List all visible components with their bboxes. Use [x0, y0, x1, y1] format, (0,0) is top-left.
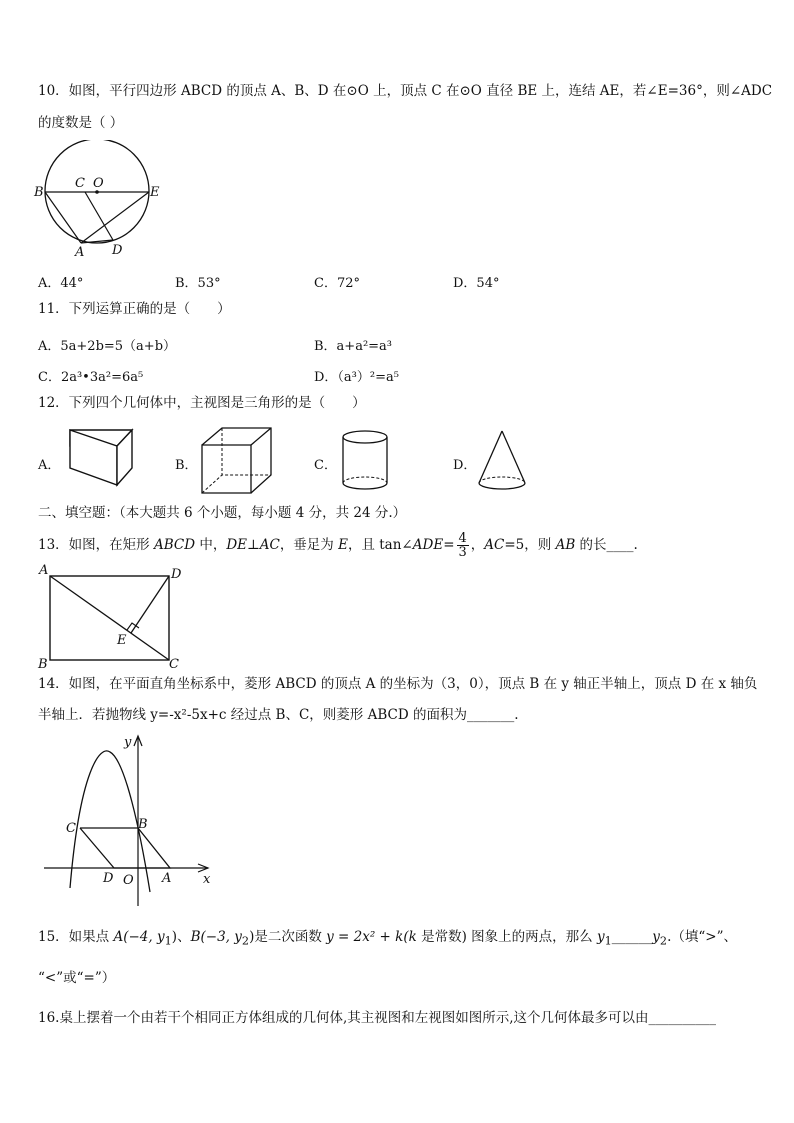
cone-icon [474, 428, 532, 494]
label-a: A [75, 245, 85, 260]
fraction-4-3: $\frac{4}{3}$ [458, 531, 467, 560]
cylinder-icon [337, 428, 395, 494]
q10-option-d: D．54° [453, 276, 500, 291]
label-a: A [39, 563, 49, 578]
label-b: B [138, 817, 148, 832]
label-o: O [93, 176, 104, 191]
label-b: B [34, 185, 44, 200]
q10-option-b: B．53° [175, 276, 221, 291]
q15-line1: 15．如果点 A(−4, $y_1$)、B(−3, $y_2$)是二次函数 y = 2x² + k(k 是常数) 图象上的两点，那么 $y_1\_\_\_\_\_\_y_2$.（填“>”、 [38, 929, 737, 948]
label-d: D [103, 871, 114, 886]
q12-title: 12．下列四个几何体中，主视图是三角形的是（ ） [38, 395, 366, 411]
q12-option-d: D． [453, 458, 477, 473]
label-e: E [117, 633, 127, 648]
label-y: y [124, 735, 132, 750]
triangular-prism-icon [62, 425, 138, 489]
section-2-heading: 二、填空题：（本大题共 6 个小题，每小题 4 分，共 24 分.） [38, 505, 407, 521]
q12-option-a: A． [38, 458, 61, 473]
label-d: D [112, 243, 123, 258]
segment-ae [81, 192, 149, 243]
q10-line2: 的度数是（ ） [38, 115, 124, 131]
q15-line2: “<”或“=”） [38, 970, 116, 986]
q14-line1: 14．如图，在平面直角坐标系中，菱形 ABCD 的顶点 A 的坐标为（3，0），顶点 B 在 y 轴正半轴上，顶点 D 在 x 轴负 [38, 676, 758, 692]
q11-option-c: C．2a³•3a²=6a⁵ [38, 370, 144, 385]
segment-cd [85, 192, 113, 240]
q10-option-c: C．72° [314, 276, 360, 291]
label-o: O [123, 873, 134, 888]
q13-rectangle-figure [34, 562, 194, 670]
q10-option-a: A．44° [38, 276, 84, 291]
q14-line2: 半轴上．若抛物线 y=-x²-5x+c 经过点 B、C，则菱形 ABCD 的面积为_______. [38, 707, 519, 723]
label-b: B [38, 657, 48, 670]
q15-answer-blank[interactable]: ______ [611, 929, 653, 945]
q12-option-b: B． [175, 458, 198, 473]
label-c: C [75, 176, 85, 191]
q16-text: 16.桌上摆着一个由若干个相同正方体组成的几何体,其主视图和左视图如图所示,这个几何体最多可以由__________ [38, 1010, 717, 1026]
q11-option-a: A．5a+2b=5（a+b） [38, 339, 177, 354]
q12-option-c: C． [314, 458, 337, 473]
q11-option-b: B．a+a²=a³ [314, 339, 393, 354]
segment-ba [45, 192, 81, 243]
label-d: D [171, 567, 182, 582]
label-e: E [150, 185, 160, 200]
q14-coordinate-figure [40, 730, 220, 910]
label-c: C [66, 821, 76, 836]
q10-circle-figure [33, 140, 173, 260]
q13-text: 13．如图，在矩形 ABCD 中，DE⊥AC，垂足为 E，且 tan∠ADE= $\frac{4}{3}$ ，AC=5，则 AB 的长____. [38, 531, 638, 560]
q11-option-d: D．（a³）²=a⁵ [314, 370, 399, 385]
q10-line1: 10．如图，平行四边形 ABCD 的顶点 A、B、D 在⊙O 上，顶点 C 在⊙O 直径 BE 上，连结 AE，若∠E=36°，则∠ADC [38, 83, 773, 99]
label-x: x [203, 872, 211, 887]
cube-icon [198, 425, 278, 497]
label-c: C [169, 657, 179, 670]
label-a: A [162, 871, 172, 886]
q11-title: 11．下列运算正确的是（ ） [38, 301, 231, 317]
